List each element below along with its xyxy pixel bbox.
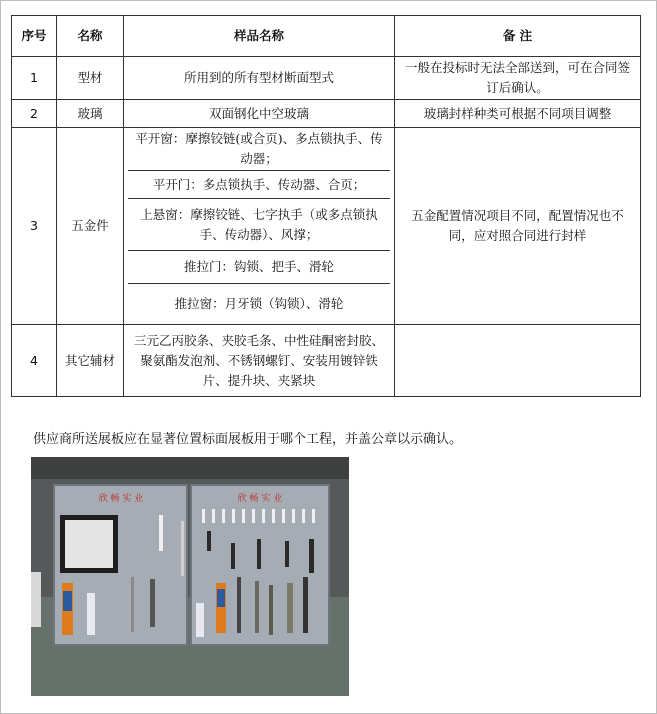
left-panel-title: 欣 畅 实 业 — [98, 494, 144, 504]
row-sample: 所用到的所有型材断面型式 — [124, 57, 395, 100]
header-name: 名称 — [57, 16, 124, 57]
table-row — [12, 128, 641, 325]
row-index: 2 — [12, 100, 57, 128]
row-index: 4 — [12, 325, 57, 397]
header-index: 序号 — [12, 16, 57, 57]
row-remark: 玻璃封样种类可根据不同项目调整 — [395, 100, 641, 128]
row-name: 玻璃 — [57, 100, 124, 128]
table-header-row — [12, 16, 641, 57]
hardware-sliding-door: 推拉门：钩锁、把手、滑轮 — [128, 251, 390, 284]
header-remark: 备 注 — [395, 16, 641, 57]
right-panel-title: 欣 畅 实 业 — [237, 494, 283, 504]
row-index: 1 — [12, 57, 57, 100]
hardware-sample-list — [124, 128, 395, 325]
row-remark — [395, 325, 641, 397]
row-remark: 一般在投标时无法全部送到，可在合同签订后确认。 — [395, 57, 641, 100]
row-sample: 三元乙丙胶条、夹胶毛条、中性硅酮密封胶、聚氨酯发泡剂、不锈钢螺钉、安装用镀锌铁片、提升块、夹紧块 — [124, 325, 395, 397]
hardware-casement-door: 平开门：多点锁执手、传动器、合页； — [128, 171, 390, 199]
table-row — [12, 100, 641, 128]
hardware-casement-window: 平开窗：摩擦铰链(或合页)、多点锁执手、传动器； — [128, 128, 390, 171]
table-row — [12, 325, 641, 397]
sample-spec-table — [11, 15, 641, 397]
display-board-photo — [31, 457, 349, 696]
row-sample: 双面钢化中空玻璃 — [124, 100, 395, 128]
hardware-sliding-window: 推拉窗：月牙锁（钩锁）、滑轮 — [174, 296, 344, 311]
row-index: 3 — [12, 128, 57, 325]
row-remark: 五金配置情况项目不同，配置情况也不同，应对照合同进行封样 — [395, 128, 641, 325]
hardware-top-hung-window: 上悬窗：摩擦铰链、七字执手（或多点锁执手、传动器）、风撑； — [128, 199, 390, 251]
table-row — [12, 57, 641, 100]
row-name: 五金件 — [57, 128, 124, 325]
supplier-note: 供应商所送展板应在显著位置标面展板用于哪个工程，并盖公章以示确认。 — [33, 432, 463, 447]
row-name: 型材 — [57, 57, 124, 100]
row-name: 其它辅材 — [57, 325, 124, 397]
header-sample-name: 样品名称 — [124, 16, 395, 57]
